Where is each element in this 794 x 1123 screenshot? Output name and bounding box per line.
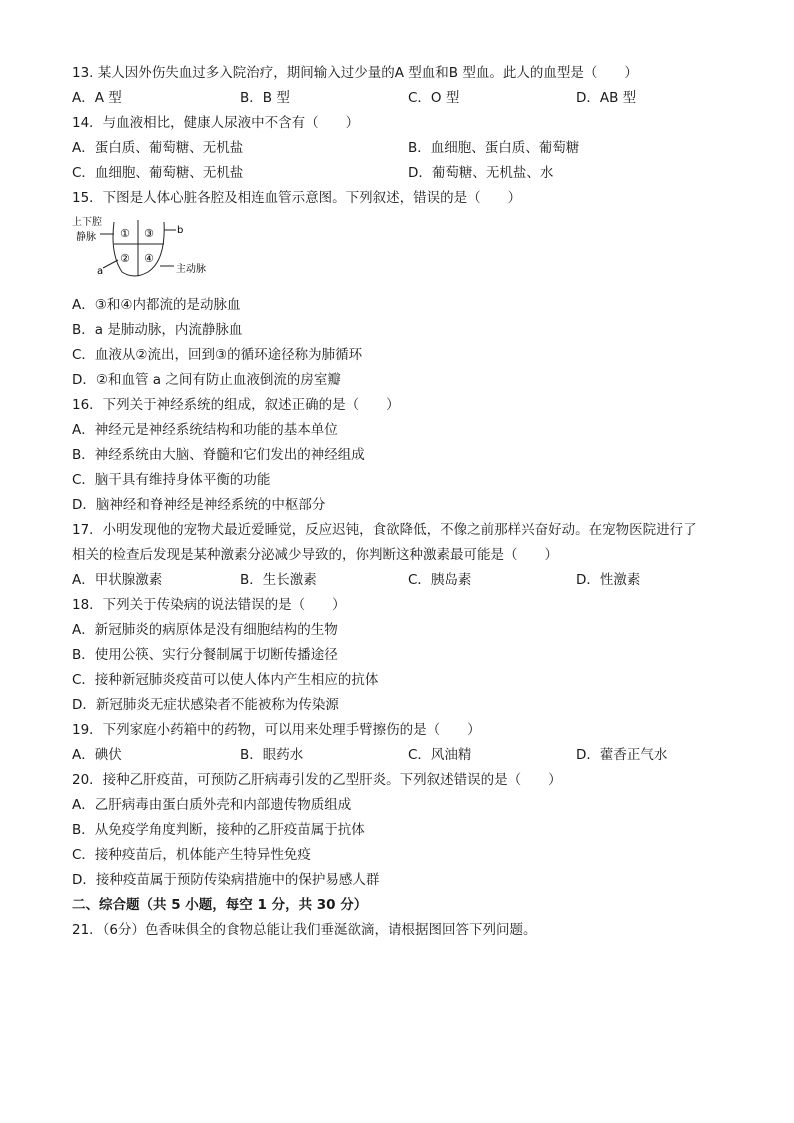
q15-option-d: D．②和血管 a 之间有防止血液倒流的房室瓣 [72,372,341,388]
q15-option-a: A．③和④内都流的是动脉血 [72,297,241,313]
heart-diagram [70,214,220,284]
q15-stem: 15．下图是人体心脏各腔及相连血管示意图。下列叙述，错误的是（ ） [72,190,522,206]
section-heading: 二、综合题（共 5 小题，每空 1 分，共 30 分） [72,897,368,913]
q13-stem: 13. 某人因外伤失血过多入院治疗，期间输入过少量的A 型血和B 型血。此人的血型是（ ） [72,65,638,81]
q19-option-b: B．眼药水 [240,747,304,763]
q16-option-b: B．神经系统由大脑、脊髓和它们发出的神经组成 [72,447,365,463]
vessel-a-line [103,260,118,268]
vena-cava-label-line1: 上下腔 [72,217,102,228]
q20-option-c: C．接种疫苗后，机体能产生特异性免疫 [72,847,311,863]
chamber-3-label: ③ [144,227,154,240]
heart-outline [100,220,176,276]
q19-stem: 19．下列家庭小药箱中的药物，可以用来处理手臂擦伤的是（ ） [72,722,481,738]
q14-option-c: C．血细胞、葡萄糖、无机盐 [72,165,244,181]
chamber-2-label: ② [120,252,130,265]
q17-option-d: D．性激素 [576,572,641,588]
chamber-1-label: ① [120,227,130,240]
q15-option-c: C．血液从②流出，回到③的循环途径称为肺循环 [72,347,363,363]
q17-option-a: A．甲状腺激素 [72,572,163,588]
q14-stem: 14．与血液相比，健康人尿液中不含有（ ） [72,115,360,131]
q20-option-a: A．乙肝病毒由蛋白质外壳和内部遗传物质组成 [72,797,352,813]
q16-stem: 16．下列关于神经系统的组成，叙述正确的是（ ） [72,397,400,413]
q18-option-c: C．接种新冠肺炎疫苗可以使人体内产生相应的抗体 [72,672,379,688]
q20-stem: 20．接种乙肝疫苗，可预防乙肝病毒引发的乙型肝炎。下列叙述错误的是（ ） [72,772,562,788]
q17-option-b: B．生长激素 [240,572,317,588]
q13-option-c: C．O 型 [408,90,460,106]
q13-option-b: B．B 型 [240,90,290,106]
q18-stem: 18．下列关于传染病的说法错误的是（ ） [72,597,346,613]
q18-option-a: A．新冠肺炎的病原体是没有细胞结构的生物 [72,622,338,638]
q21-stem: 21．（6分）色香味俱全的食物总能让我们垂涎欲滴，请根据图回答下列问题。 [72,922,537,938]
q13-option-d: D．AB 型 [576,90,637,106]
q13-option-a: A．A 型 [72,90,122,106]
q19-option-a: A．碘伏 [72,747,122,763]
q20-option-d: D．接种疫苗属于预防传染病措施中的保护易感人群 [72,872,380,888]
chamber-4-label: ④ [144,252,154,265]
q18-option-b: B．使用公筷、实行分餐制属于切断传播途径 [72,647,338,663]
vena-cava-label-line2: 静脉 [76,232,96,243]
aorta-label: 主动脉 [176,264,206,275]
q17-stem-line2: 相关的检查后发现是某种激素分泌减少导致的，你判断这种激素最可能是（ ） [72,547,558,563]
q17-stem-line1: 17．小明发现他的宠物犬最近爱睡觉，反应迟钝，食欲降低，不像之前那样兴奋好动。在宠物医院进行了 [72,522,697,538]
q19-option-c: C．风油精 [408,747,472,763]
q16-option-a: A．神经元是神经系统结构和功能的基本单位 [72,422,338,438]
vessel-b-label: b [177,225,184,236]
q14-option-a: A．蛋白质、葡萄糖、无机盐 [72,140,244,156]
q16-option-d: D．脑神经和脊神经是神经系统的中枢部分 [72,497,326,513]
q20-option-b: B．从免疫学角度判断，接种的乙肝疫苗属于抗体 [72,822,365,838]
q14-option-b: B．血细胞、蛋白质、葡萄糖 [408,140,580,156]
q19-option-d: D．藿香正气水 [576,747,668,763]
q18-option-d: D．新冠肺炎无症状感染者不能被称为传染源 [72,697,339,713]
q17-option-c: C．胰岛素 [408,572,472,588]
q16-option-c: C．脑干具有维持身体平衡的功能 [72,472,271,488]
q14-option-d: D．葡萄糖、无机盐、水 [408,165,554,181]
vessel-a-label: a [97,266,104,277]
q15-option-b: B．a 是肺动脉，内流静脉血 [72,322,243,338]
